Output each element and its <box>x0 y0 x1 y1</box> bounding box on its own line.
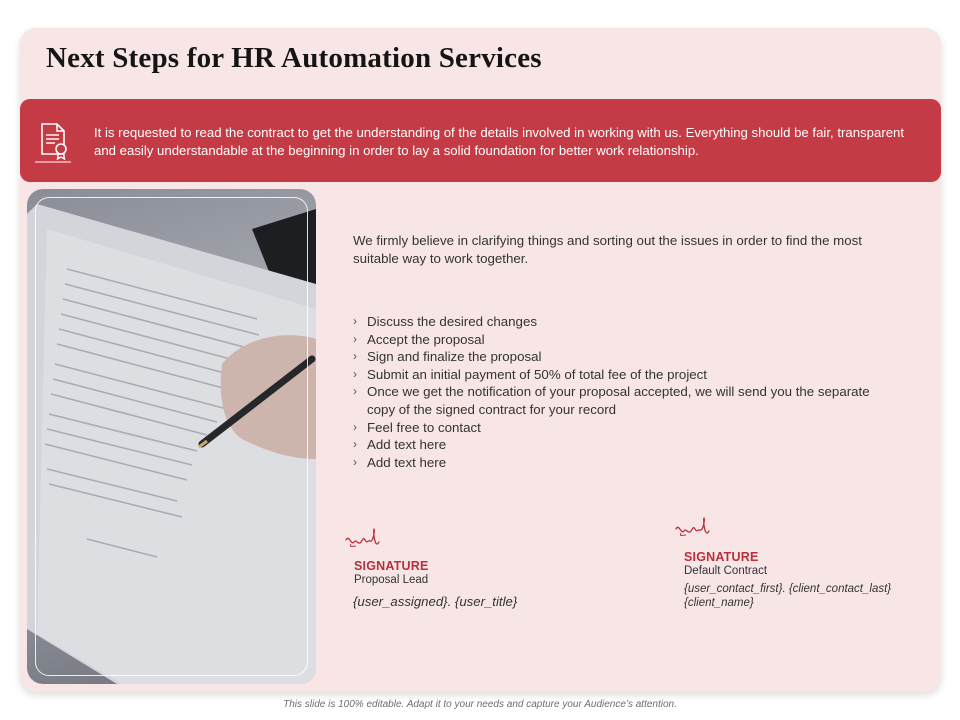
chevron-right-icon: › <box>353 384 357 399</box>
contract-certificate-icon <box>33 121 73 163</box>
list-item-text: Add text here <box>367 454 447 470</box>
list-item-text: Add text here <box>367 437 447 453</box>
list-item <box>353 366 893 384</box>
chevron-right-icon: › <box>353 314 357 328</box>
signature-role: Default Contract <box>684 565 768 577</box>
list-item <box>353 331 893 349</box>
list-item <box>353 383 893 418</box>
handwritten-signature-mark <box>673 513 717 545</box>
chevron-right-icon: › <box>353 331 357 346</box>
signature-role: Proposal Lead <box>354 574 429 586</box>
signature-contact-placeholder: {user_contact_first}. {client_contact_last} <box>684 583 892 595</box>
banner-text: It is requested to read the contract to get the understanding of the details involved in working with us. Everything should be fair, transparent and easily understandable at the beginning in order to lay a solid foundation for better work relationship. <box>94 125 905 158</box>
signature-name-placeholder: {user_assigned}. {user_title} <box>353 594 518 609</box>
chevron-right-icon: › <box>353 366 357 381</box>
next-steps-list <box>353 313 893 471</box>
list-item-text: Feel free to contact <box>367 419 481 435</box>
list-item <box>353 454 893 472</box>
page-title: Next Steps for HR Automation Services <box>46 42 542 74</box>
chevron-right-icon: › <box>353 454 357 469</box>
chevron-right-icon: › <box>353 437 357 452</box>
intro-paragraph: We firmly believe in clarifying things and sorting out the issues in order to find the most suitable way to work together. <box>353 233 862 266</box>
list-item <box>353 436 893 454</box>
signature-heading: SIGNATURE <box>354 559 429 573</box>
chevron-right-icon: › <box>353 349 357 364</box>
list-item-text: Once we get the notification of your proposal accepted, we will send you the separate copy of the signed contract for your record <box>367 384 870 417</box>
list-item-text: Submit an initial payment of 50% of total fee of the project <box>367 366 708 382</box>
handwritten-signature-mark <box>343 522 387 554</box>
list-item <box>353 419 893 437</box>
list-item-text: Discuss the desired changes <box>367 314 537 329</box>
list-item-text: Sign and finalize the proposal <box>367 349 542 365</box>
signature-client-placeholder: {client_name} <box>684 597 754 609</box>
signature-heading: SIGNATURE <box>684 550 759 564</box>
list-item <box>353 348 893 366</box>
footer-note: This slide is 100% editable. Adapt it to your needs and capture your Audience’s attention. <box>283 699 677 710</box>
list-item-text: Accept the proposal <box>367 331 485 347</box>
chevron-right-icon: › <box>353 419 357 434</box>
photo-frame <box>35 197 308 676</box>
list-item <box>353 313 893 331</box>
